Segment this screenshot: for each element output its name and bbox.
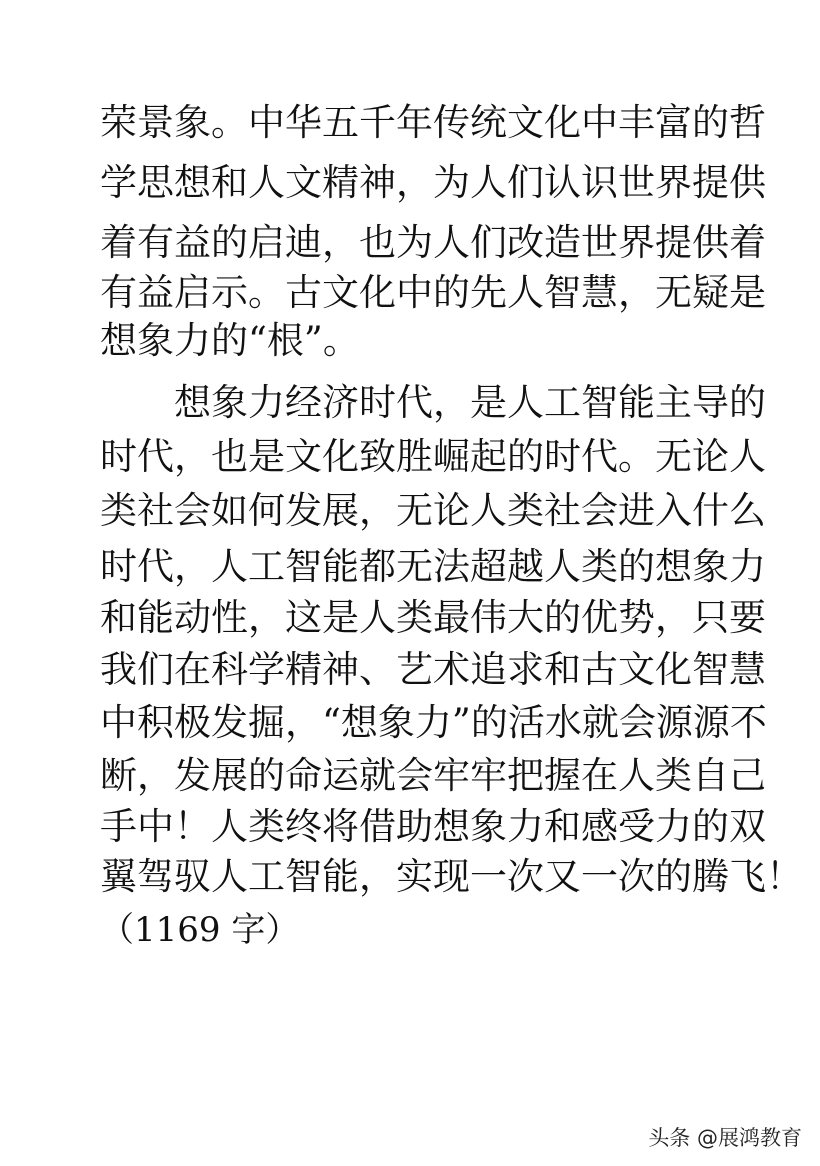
text-line: 着有益的启迪，也为人们改造世界提供着: [100, 221, 766, 264]
watermark: 头条 @展鸿教育: [648, 1126, 802, 1150]
text-line: 想象力的“根”。: [100, 319, 360, 362]
text-line: 手中！人类终将借助想象力和感受力的双: [100, 805, 766, 848]
text-line: 时代，也是文化致胜崛起的时代。无论人: [100, 435, 766, 478]
text-line: 我们在科学精神、艺术追求和古文化智慧: [100, 648, 766, 691]
word-count: （1169 字）: [100, 910, 300, 950]
text-line: 时代，人工智能都无法超越人类的想象力: [100, 545, 766, 588]
text-line: 类社会如何发展，无论人类社会进入什么: [100, 489, 766, 532]
text-line: 荣景象。中华五千年传统文化中丰富的哲: [100, 101, 766, 144]
text-line: 和能动性，这是人类最伟大的优势，只要: [100, 596, 766, 639]
text-line: 有益启示。古文化中的先人智慧，无疑是: [100, 271, 766, 314]
text-line: 学思想和人文精神，为人们认识世界提供: [100, 161, 766, 204]
text-line: 断，发展的命运就会牢牢把握在人类自己: [100, 754, 766, 797]
paragraph-first-line: 想象力经济时代，是人工智能主导的: [174, 381, 766, 424]
text-line: 翼驾驭人工智能，实现一次又一次的腾飞！: [100, 855, 803, 898]
text-line: 中积极发掘，“想象力”的活水就会源源不: [100, 701, 767, 744]
